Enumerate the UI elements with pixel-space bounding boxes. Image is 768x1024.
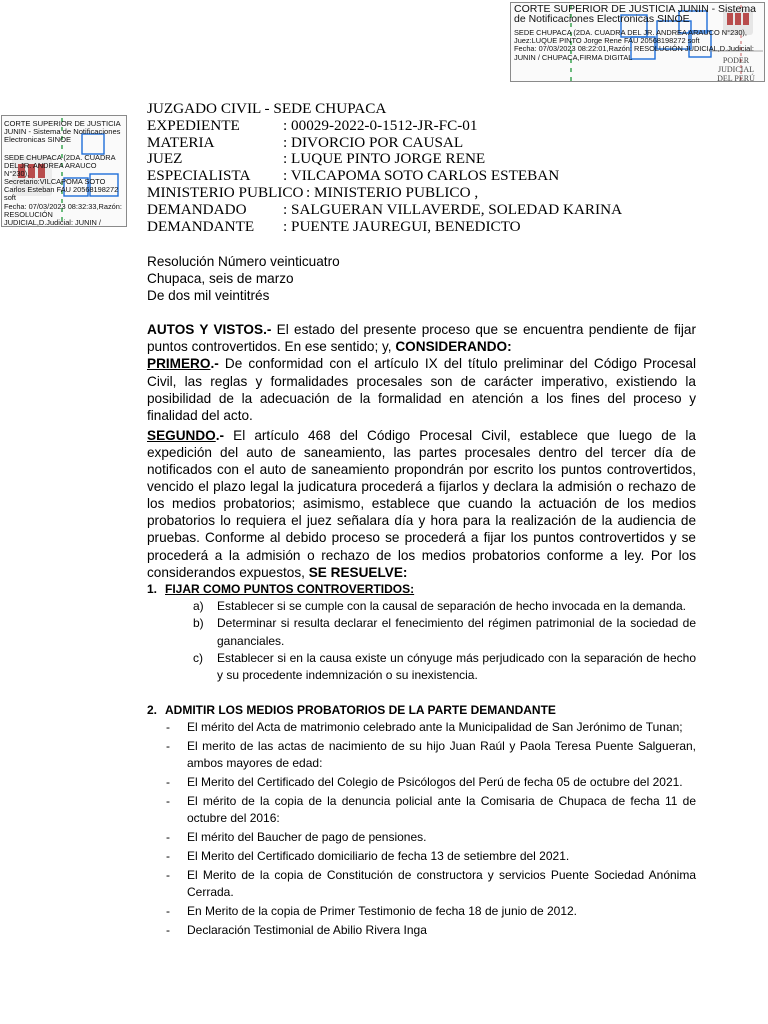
evidence-list <box>147 719 696 940</box>
resolution-number: Resolución Número veinticuatro <box>147 254 340 269</box>
stamp-top-logo-text: PODER JUDICIAL DEL PERÚ <box>717 56 755 82</box>
resolution-body <box>147 253 696 941</box>
list-item: - En Merito de la copia de Primer Testimonio de fecha 18 de junio de 2012. <box>166 904 578 919</box>
segundo-heading: SEGUNDO <box>147 427 216 443</box>
digital-signature-stamp-judge <box>510 2 765 82</box>
autos-lead: AUTOS Y VISTOS.- <box>147 322 272 338</box>
list-item: - El mérito del Baucher de pago de pensiones. <box>166 830 427 845</box>
autos-paragraph: AUTOS Y VISTOS.- El estado del presente proceso que se encuentra pendiente de fijar puntos controvertidos. En ese sentido; y, CONSIDERANDO: <box>147 322 697 355</box>
list-item: - El Merito del Certificado domiciliario de fecha 13 de setiembre del 2021. <box>166 849 570 864</box>
list-item: a) Establecer si se cumple con la causal de separación de hecho invocada en la demanda. <box>193 598 686 613</box>
primero-paragraph: PRIMERO.- De conformidad con el artículo IX del título preliminar del Código Procesal Civil, las reglas y formalidades procesales son de carácter imperativo, existiendo la posibilidad de la adecuación de la formalidad en atención a los fines del proceso y finalidad del acto. <box>147 356 696 423</box>
stamp-top-body: SEDE CHUPACA (2DA. CUADRA DEL JR. ANDREA ARAUCO N°230), Juez:LUQUE PINTO Jorge Rene FAU 20568198272 soft Fecha: 07/03/2023 08:22:01,Razón: RESOLUCIÓN JUDICIAL,D.Judicial: JUNIN / CHUPACA,FIRMA DIGITAL <box>514 28 754 62</box>
stamp-top-title: CORTE SUPERIOR DE JUSTICIA JUNIN - Sistema de Notificaciones Electronicas SINOE <box>514 3 756 25</box>
list-item: - El merito de las actas de nacimiento de su hijo Juan Raúl y Paola Teresa Puente Salgueran, ambos mayores de edad: <box>166 738 696 771</box>
digital-signature-stamp-secretary <box>1 115 127 227</box>
se-resuelve-heading: SE RESUELVE: <box>308 564 408 580</box>
section-1-heading: 1. FIJAR COMO PUNTOS CONTROVERTIDOS: <box>147 581 415 596</box>
primero-heading: PRIMERO <box>147 356 211 372</box>
stamp-left-body: SEDE CHUPACA (2DA. CUADRA DEL JR. ANDREA ARAUCO N°230), Secretario:VILCAPOMA SOTO Carlos Esteban FAU 20568198272 soft Fecha: 07/03/2023 08:32:33,Razón: RESOLUCIÓN JUDICIAL,D.Judicial: JUNIN / <box>4 153 122 227</box>
section-2-heading: 2. ADMITIR LOS MEDIOS PROBATORIOS DE LA PARTE DEMANDANTE <box>147 702 556 717</box>
list-item: c) Establecer si en la causa existe un cónyuge más perjudicado con la separación de hecho y su procedente indemnización o su inexistencia. <box>193 650 696 683</box>
resolution-place-date: Chupaca, seis de marzo <box>147 271 294 287</box>
list-item: - El mérito del Acta de matrimonio celebrado ante la Municipalidad de San Jerónimo de Tunan; <box>166 719 683 734</box>
controverted-points-list <box>147 598 696 685</box>
resolution-year: De dos mil veintitrés <box>147 288 270 304</box>
stamp-left-title: CORTE SUPERIOR DE JUSTICIA JUNIN - Sistema de Notificaciones Electronicas SINOE <box>4 119 121 145</box>
list-item: - Declaración Testimonial de Abilio Rivera Inga <box>166 923 427 938</box>
segundo-paragraph: SEGUNDO.- El artículo 468 del Código Procesal Civil, establece que luego de la expedición del auto de saneamiento, las partes procesales dentro del tercer día de notificados con el auto de saneamiento propondrán por escrito los puntos controvertidos, vencido el plazo legal la judicatura procederá a fijarlos y declara la admisión o rechazo de los medios probatorios; asimismo, establece que cuando la actuación de los medios probatorios lo requiera el juez señalara día y hora para la realización de la audiencia de pruebas. Conforme al debido proceso se procederá a fijar los puntos controvertidos y se procederá a la admisión o rechazo de los medios probatorios conforme a ley. Por los considerandos expuestos, SE RESUELVE: <box>147 427 696 580</box>
list-item: - El mérito de la copia de la denuncia policial ante la Comisaria de Chupaca de fecha 11 de octubre del 2016: <box>166 793 696 826</box>
considerando-heading: CONSIDERANDO: <box>395 339 512 355</box>
list-item: - El Merito de la copia de Constitución de constructora y servicios Puente Sociedad Anónima Cerrada. <box>166 867 696 900</box>
list-item: - El Merito del Certificado del Colegio de Psicólogos del Perú de fecha 05 de octubre del 2021. <box>166 774 683 789</box>
list-item: b) Determinar si resulta declarar el fenecimiento del régimen patrimonial de la sociedad de gananciales. <box>193 616 696 648</box>
